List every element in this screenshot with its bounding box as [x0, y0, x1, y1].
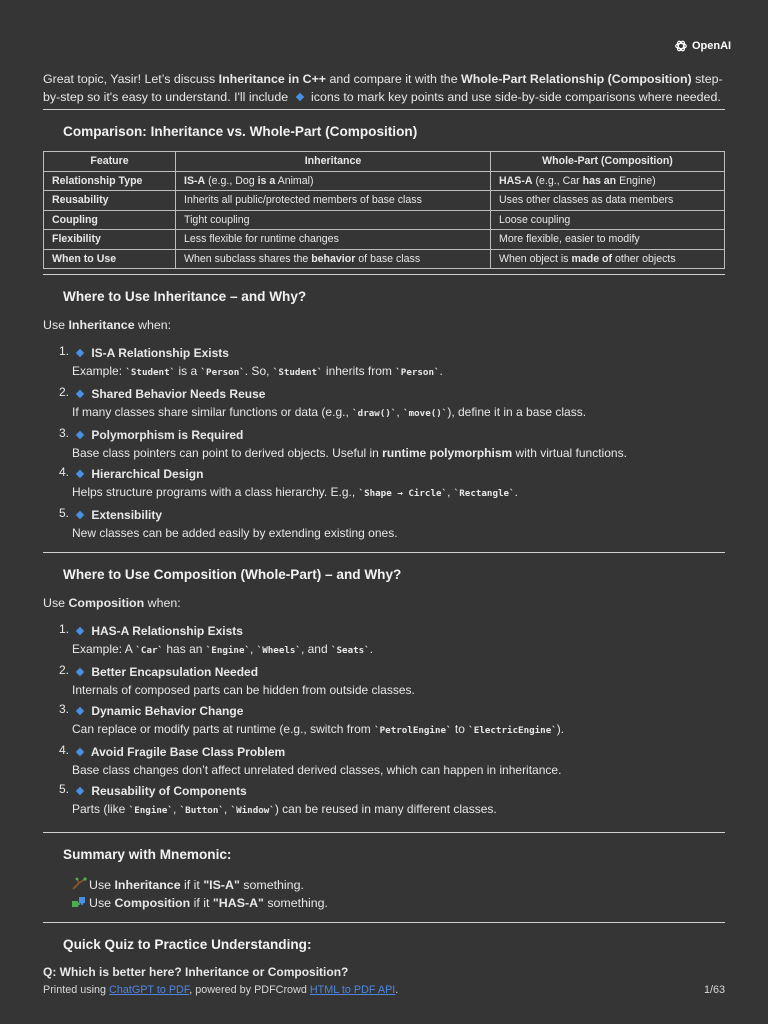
- list-item-title: [72, 663, 725, 681]
- composition-lead: [43, 594, 725, 612]
- item-title-text: Better Encapsulation Needed: [91, 665, 259, 679]
- inline-code: `move()`: [403, 408, 448, 419]
- list-item-description: [72, 362, 725, 382]
- summary-text: if it: [180, 878, 204, 892]
- table-cell: [491, 171, 725, 191]
- cell-text: Animal): [275, 174, 314, 187]
- small-blue-diamond-icon: [76, 470, 84, 478]
- summary-heading: Summary with Mnemonic:: [63, 847, 232, 862]
- desc-text: If many classes share similar functions or data (e.g.,: [72, 405, 353, 419]
- list-item-title: [72, 702, 725, 720]
- inline-code: `draw()`: [352, 408, 397, 419]
- list-number: 1.: [59, 622, 70, 636]
- inline-code: `Shape → Circle`: [358, 488, 448, 499]
- desc-text: ,: [172, 802, 180, 816]
- table-cell: Reusability: [44, 191, 176, 211]
- list-item-description: [72, 403, 725, 423]
- composition-list: [43, 622, 725, 820]
- inline-code: `Car`: [135, 645, 164, 656]
- cell-text: of base class: [355, 252, 421, 265]
- small-blue-diamond-icon: [295, 93, 303, 101]
- list-item-description: Base class changes don’t affect unrelated derived classes, which can happen in inheritance.: [72, 763, 562, 777]
- desc-bold: runtime polymorphism: [382, 446, 513, 460]
- table-header: Inheritance: [176, 152, 491, 172]
- table-row: [44, 191, 725, 211]
- brand-name: OpenAI: [692, 40, 732, 52]
- item-title-text: Extensibility: [91, 508, 163, 522]
- summary-text: Use: [89, 878, 115, 892]
- list-number: 4.: [59, 465, 70, 479]
- footer-text: , powered by PDFCrowd: [189, 984, 310, 996]
- cell-text: When subclass shares the: [184, 252, 312, 265]
- list-item-description: [72, 800, 725, 820]
- summary-line-inheritance: [43, 876, 725, 894]
- small-blue-diamond-icon: [76, 787, 84, 795]
- table-cell: Tight coupling: [176, 210, 491, 230]
- table-header: Feature: [44, 152, 176, 172]
- inline-code: `Person`: [395, 367, 440, 378]
- inheritance-lead: [43, 316, 725, 334]
- summary-text: Use: [89, 896, 115, 910]
- list-item-title: [72, 344, 725, 362]
- table-row: [44, 249, 725, 269]
- desc-text: has an: [163, 642, 206, 656]
- list-item-description: Internals of composed parts can be hidden from outside classes.: [72, 683, 415, 697]
- chatgpt-to-pdf-link[interactable]: ChatGPT to PDF: [109, 984, 190, 996]
- lead-text: Use: [43, 318, 69, 332]
- desc-text: Can replace or modify parts at runtime (e.g., switch from: [72, 722, 375, 736]
- footer-text: .: [395, 984, 399, 996]
- inline-code: `PetrolEngine`: [374, 725, 452, 736]
- inline-code: `Person`: [200, 367, 245, 378]
- desc-text: , and: [300, 642, 331, 656]
- small-blue-diamond-icon: [76, 390, 84, 398]
- list-item-description: [72, 444, 725, 462]
- summary-text: something.: [239, 878, 304, 892]
- item-title-text: IS-A Relationship Exists: [91, 346, 229, 360]
- small-blue-diamond-icon: [76, 748, 84, 756]
- puzzle-icon: [71, 895, 87, 909]
- table-cell: [176, 171, 491, 191]
- list-item: [43, 782, 725, 820]
- item-title-text: Hierarchical Design: [91, 467, 204, 481]
- intro-text: icons to mark key points and use side-by-side comparisons where needed.: [307, 90, 721, 104]
- desc-text: ,: [447, 485, 454, 499]
- list-number: 4.: [59, 743, 70, 757]
- cell-bold: behavior: [311, 252, 356, 265]
- summary-bold: "IS-A": [203, 878, 240, 892]
- inline-code: `Seats`: [330, 645, 370, 656]
- section-divider: [43, 109, 725, 110]
- item-title-text: Avoid Fragile Base Class Problem: [90, 745, 286, 759]
- cell-text: (e.g., Dog: [205, 174, 258, 187]
- item-title-text: HAS-A Relationship Exists: [91, 624, 243, 638]
- inline-code: `Engine`: [128, 805, 173, 816]
- desc-text: ,: [396, 405, 404, 419]
- list-item: [43, 663, 725, 699]
- html-to-pdf-api-link[interactable]: HTML to PDF API: [309, 984, 396, 996]
- lead-text: Use: [43, 596, 69, 610]
- desc-text: Parts (like: [72, 802, 129, 816]
- list-item-title: [72, 622, 725, 640]
- desc-text: ), define it in a base class.: [447, 405, 587, 419]
- list-number: 2.: [59, 385, 70, 399]
- list-item: [43, 426, 725, 462]
- inheritance-heading: Where to Use Inheritance – and Why?: [63, 289, 307, 304]
- summary-line-composition: [43, 894, 725, 912]
- table-cell: [176, 249, 491, 269]
- intro-bold: Inheritance in C++: [218, 72, 327, 86]
- footer-text: Printed using: [43, 984, 110, 996]
- inline-code: `Student`: [272, 367, 323, 378]
- desc-text: ,: [250, 642, 257, 656]
- section-divider: [43, 832, 725, 833]
- desc-text: with virtual functions.: [512, 446, 627, 460]
- desc-text: .: [369, 642, 374, 656]
- openai-logo-icon: [674, 39, 688, 53]
- table-cell: Less flexible for runtime changes: [176, 230, 491, 250]
- list-number: 3.: [59, 702, 70, 716]
- table-cell: Relationship Type: [44, 171, 176, 191]
- inline-code: `Engine`: [205, 645, 251, 656]
- table-cell: Loose coupling: [491, 210, 725, 230]
- cell-text: When object is: [499, 252, 572, 265]
- summary-bold: Inheritance: [114, 878, 181, 892]
- table-cell: More flexible, easier to modify: [491, 230, 725, 250]
- item-title-text: Reusability of Components: [91, 784, 247, 798]
- table-cell: Flexibility: [44, 230, 176, 250]
- desc-text: ).: [556, 722, 565, 736]
- table-cell: [491, 249, 725, 269]
- list-item: [43, 702, 725, 740]
- cell-text: (e.g., Car: [532, 174, 583, 187]
- cell-bold: IS-A: [184, 174, 206, 187]
- list-item-title: [72, 743, 725, 761]
- list-item: [43, 506, 725, 542]
- desc-text: is a: [175, 364, 201, 378]
- quiz-question: Q: Which is better here? Inheritance or Composition?: [43, 965, 349, 979]
- inline-code: `Wheels`: [256, 645, 301, 656]
- list-item: [43, 622, 725, 660]
- inheritance-list: [43, 344, 725, 542]
- list-item-description: [72, 720, 725, 740]
- desc-text: to: [451, 722, 469, 736]
- small-blue-diamond-icon: [76, 627, 84, 635]
- small-blue-diamond-icon: [76, 349, 84, 357]
- table-cell: When to Use: [44, 249, 176, 269]
- list-item: [43, 743, 725, 779]
- inline-code: `Window`: [230, 805, 275, 816]
- small-blue-diamond-icon: [76, 431, 84, 439]
- intro-text: and compare it with the: [326, 72, 462, 86]
- table-cell: Uses other classes as data members: [491, 191, 725, 211]
- inline-code: `ElectricEngine`: [468, 725, 557, 736]
- page-footer: [43, 984, 725, 996]
- list-item-title: [72, 465, 725, 483]
- small-blue-diamond-icon: [76, 707, 84, 715]
- inline-code: `Rectangle`: [453, 488, 515, 499]
- tree-icon: [71, 877, 87, 891]
- summary-bold: Composition: [114, 896, 191, 910]
- table-header: Whole-Part (Composition): [491, 152, 725, 172]
- desc-text: ) can be reused in many different classes.: [274, 802, 497, 816]
- table-cell: Coupling: [44, 210, 176, 230]
- desc-text: ,: [223, 802, 231, 816]
- cell-text: Engine): [616, 174, 656, 187]
- desc-text: Base class pointers can point to derived objects. Useful in: [72, 446, 383, 460]
- summary-text: if it: [190, 896, 213, 910]
- summary-text: something.: [263, 896, 328, 910]
- list-item: [43, 344, 725, 382]
- small-blue-diamond-icon: [76, 511, 84, 519]
- list-number: 1.: [59, 344, 70, 358]
- table-row: [44, 230, 725, 250]
- composition-heading: Where to Use Composition (Whole-Part) – and Why?: [63, 567, 402, 582]
- list-item-title: [72, 426, 725, 444]
- desc-text: Example:: [72, 364, 126, 378]
- page-number: 1/63: [703, 984, 725, 996]
- small-blue-diamond-icon: [76, 668, 84, 676]
- table-row: [44, 171, 725, 191]
- summary-bold: "HAS-A": [212, 896, 264, 910]
- inline-code: `Button`: [179, 805, 224, 816]
- desc-text: . So,: [244, 364, 273, 378]
- comparison-heading: Comparison: Inheritance vs. Whole-Part (Composition): [63, 124, 418, 139]
- list-item: [43, 385, 725, 423]
- item-title-text: Shared Behavior Needs Reuse: [91, 387, 266, 401]
- openai-logo: [674, 39, 731, 53]
- section-divider: [43, 922, 725, 923]
- list-number: 5.: [59, 782, 70, 796]
- list-number: 3.: [59, 426, 70, 440]
- list-item-description: [72, 483, 725, 503]
- cell-bold: HAS-A: [499, 174, 533, 187]
- intro-text: step-by-step so it's easy to understand. I'll include: [43, 72, 723, 104]
- cell-bold: made of: [571, 252, 613, 265]
- list-item-description: New classes can be added easily by extending existing ones.: [72, 526, 398, 540]
- intro-paragraph: [43, 70, 725, 106]
- desc-text: .: [514, 485, 518, 499]
- table-cell: Inherits all public/protected members of base class: [176, 191, 491, 211]
- cell-bold: has an: [582, 174, 617, 187]
- list-item: [43, 465, 725, 503]
- cell-bold: is a: [257, 174, 276, 187]
- inline-code: `Student`: [125, 367, 176, 378]
- list-item-title: [72, 782, 725, 800]
- desc-text: Helps structure programs with a class hierarchy. E.g.,: [72, 485, 359, 499]
- document-body: [43, 70, 725, 981]
- quiz-heading: Quick Quiz to Practice Understanding:: [63, 937, 312, 952]
- intro-bold: Whole-Part Relationship (Composition): [461, 72, 692, 86]
- desc-text: Example: A: [72, 642, 136, 656]
- list-item-title: [72, 385, 725, 403]
- table-header-row: [44, 152, 725, 172]
- list-item-description: [72, 640, 725, 660]
- table-row: [44, 210, 725, 230]
- desc-text: .: [439, 364, 443, 378]
- lead-bold: Composition: [68, 596, 145, 610]
- intro-text: Great topic, Yasir! Let’s discuss: [43, 72, 219, 86]
- lead-text: when:: [134, 318, 172, 332]
- section-divider: [43, 274, 725, 275]
- list-number: 2.: [59, 663, 70, 677]
- list-item-title: [72, 506, 725, 524]
- list-number: 5.: [59, 506, 70, 520]
- lead-bold: Inheritance: [68, 318, 135, 332]
- desc-text: inherits from: [322, 364, 396, 378]
- cell-text: other objects: [612, 252, 676, 265]
- section-divider: [43, 552, 725, 553]
- item-title-text: Dynamic Behavior Change: [91, 704, 244, 718]
- comparison-table: [43, 151, 725, 269]
- item-title-text: Polymorphism is Required: [91, 428, 244, 442]
- lead-text: when:: [144, 596, 181, 610]
